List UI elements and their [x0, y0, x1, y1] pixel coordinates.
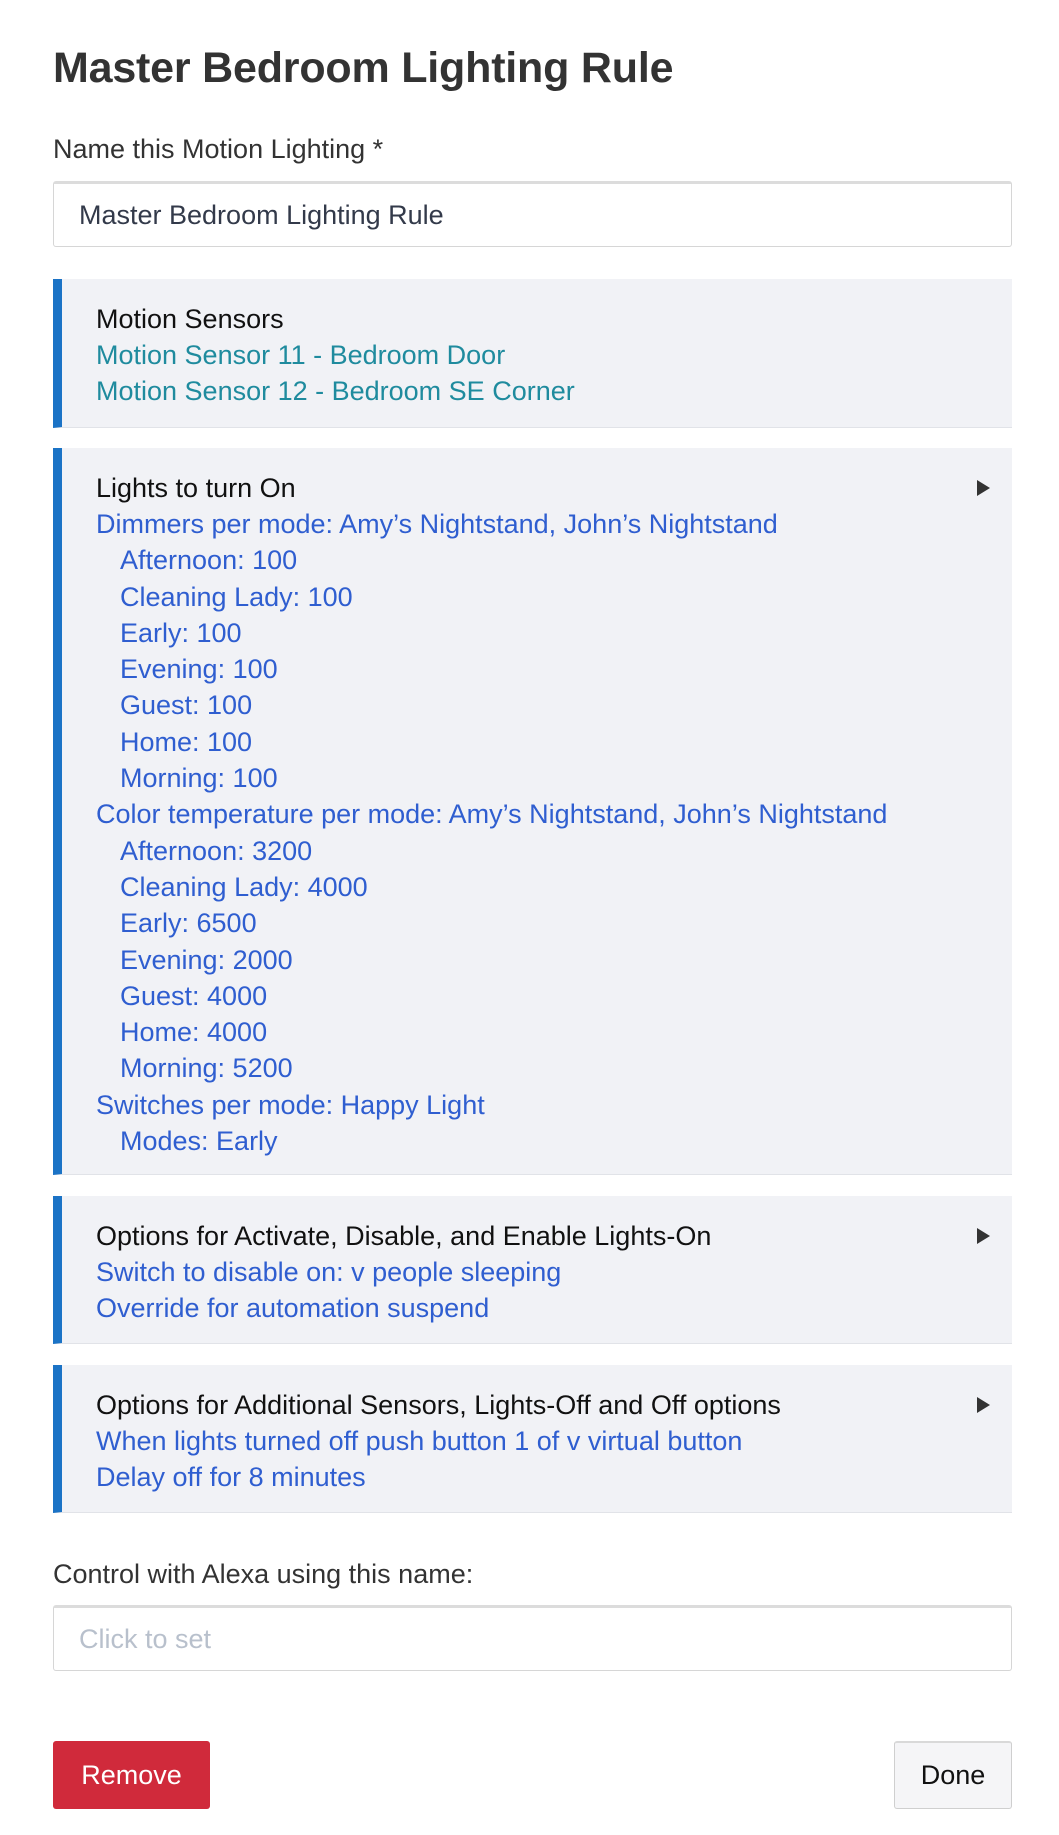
switches-heading: Switches per mode: Happy Light [96, 1089, 485, 1120]
additional-option-line: When lights turned off push button 1 of v virtual button [96, 1426, 743, 1456]
dimmer-mode-value: Evening: 100 [120, 654, 278, 685]
name-field-label: Name this Motion Lighting * [53, 134, 384, 164]
color-temp-mode-value: Home: 4000 [120, 1017, 268, 1048]
color-temp-heading: Color temperature per mode: Amy’s Nightstand, John’s Nightstand [96, 799, 888, 830]
color-temp-mode-value: Morning: 5200 [120, 1053, 293, 1084]
color-temp-mode-value: Early: 6500 [120, 908, 257, 939]
motion-sensor-item: Motion Sensor 11 - Bedroom Door [96, 340, 506, 370]
dimmer-mode-value: Cleaning Lady: 100 [120, 581, 353, 612]
dimmer-mode-value: Guest: 100 [120, 690, 253, 721]
dimmer-mode-value: Morning: 100 [120, 763, 278, 794]
color-temp-mode-value: Cleaning Lady: 4000 [120, 871, 368, 902]
triangle-right-icon [977, 1397, 990, 1413]
motion-sensor-item: Motion Sensor 12 - Bedroom SE Corner [96, 376, 575, 407]
lights-on-title: Lights to turn On [96, 473, 296, 503]
activate-options-title: Options for Activate, Disable, and Enable Lights-On [96, 1221, 712, 1251]
alexa-field-label: Control with Alexa using this name: [53, 1559, 474, 1589]
activate-option-line: Switch to disable on: v people sleeping [96, 1257, 562, 1287]
color-temp-mode-value: Guest: 4000 [120, 980, 268, 1011]
remove-button[interactable]: Remove [53, 1741, 210, 1809]
done-button[interactable]: Done [894, 1741, 1012, 1809]
alexa-name-input[interactable] [53, 1605, 1012, 1671]
triangle-right-icon [977, 480, 990, 496]
activate-option-line: Override for automation suspend [96, 1293, 490, 1324]
dimmer-mode-value: Afternoon: 100 [120, 545, 298, 576]
color-temp-mode-value: Evening: 2000 [120, 944, 293, 975]
switch-modes-value: Modes: Early [120, 1126, 278, 1157]
additional-options-section[interactable] [53, 1365, 1012, 1513]
name-input[interactable] [53, 181, 1012, 247]
page-title: Master Bedroom Lighting Rule [53, 44, 674, 92]
dimmers-heading: Dimmers per mode: Amy’s Nightstand, John’s Nightstand [96, 509, 778, 539]
lights-on-section[interactable] [53, 448, 1012, 1175]
motion-sensors-title: Motion Sensors [96, 304, 284, 334]
triangle-right-icon [977, 1228, 990, 1244]
motion-sensors-section[interactable] [53, 279, 1012, 428]
color-temp-mode-value: Afternoon: 3200 [120, 835, 313, 866]
additional-option-line: Delay off for 8 minutes [96, 1462, 366, 1493]
dimmer-mode-value: Early: 100 [120, 617, 242, 648]
activate-options-section[interactable] [53, 1196, 1012, 1344]
dimmer-mode-value: Home: 100 [120, 726, 253, 757]
additional-options-title: Options for Additional Sensors, Lights-Off and Off options [96, 1390, 781, 1420]
